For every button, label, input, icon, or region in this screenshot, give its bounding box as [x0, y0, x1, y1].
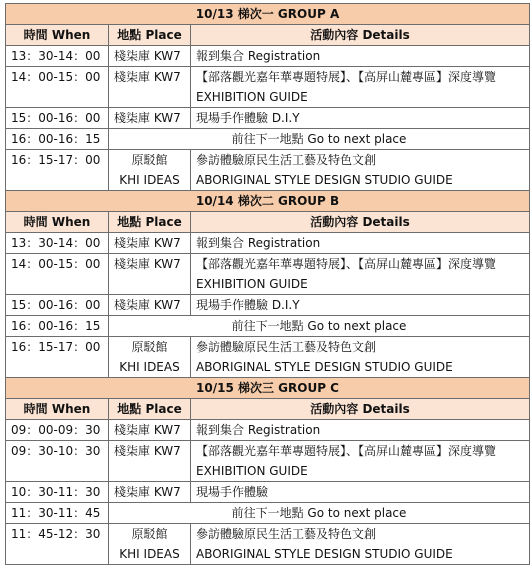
details-cell: [191, 441, 530, 482]
details-text: 參訪體驗原民生活工藝及特色文創: [196, 527, 377, 541]
column-header-details: 活動內容 Details: [191, 25, 530, 46]
details-text: 參訪體驗原民生活工藝及特色文創: [196, 153, 377, 167]
group-header-row: [6, 4, 530, 25]
time-cell: 11：45-12：30: [6, 524, 109, 565]
place-text: 原駁館: [131, 153, 168, 167]
details-cell: [191, 150, 530, 191]
schedule: [5, 3, 529, 565]
column-header-place: 地點 Place: [109, 399, 191, 420]
time-cell: 16：15-17：00: [6, 150, 109, 191]
time-cell: 16：00-16：15: [6, 129, 109, 150]
place-text: 原駁館: [131, 340, 168, 354]
schedule-body: [6, 4, 530, 565]
details-cell: [191, 233, 530, 254]
transit-cell: 前往下一地點 Go to next place: [109, 503, 530, 524]
group-title: 10/14 梯次二 GROUP B: [6, 191, 530, 212]
details-text: 報到集合 Registration: [196, 49, 321, 63]
place-text: 棧柒庫 KW7: [114, 298, 181, 312]
column-header-when: 時間 When: [6, 25, 109, 46]
time-cell: 14：00-15：00: [6, 254, 109, 295]
time-cell: 13：30-14：00: [6, 46, 109, 67]
column-header-when: 時間 When: [6, 212, 109, 233]
details-cell: [191, 108, 530, 129]
group-header-row: [6, 191, 530, 212]
time-cell: 16：15-17：00: [6, 337, 109, 378]
details-text: 報到集合 Registration: [196, 236, 321, 250]
details-text: EXHIBITION GUIDE: [196, 90, 308, 104]
column-header-row: [6, 212, 530, 233]
place-cell: [109, 482, 191, 503]
column-header-row: [6, 25, 530, 46]
time-cell: 09：30-10：30: [6, 441, 109, 482]
place-text: 原駁館: [131, 527, 168, 541]
transit-cell: 前往下一地點 Go to next place: [109, 129, 530, 150]
details-text: 現場手作體驗 D.I.Y: [196, 111, 300, 125]
schedule-row: [6, 295, 530, 316]
schedule-row: [6, 46, 530, 67]
place-cell: [109, 67, 191, 108]
details-text: 報到集合 Registration: [196, 423, 321, 437]
column-header-when: 時間 When: [6, 399, 109, 420]
place-text: 棧柒庫 KW7: [114, 111, 181, 125]
place-cell: [109, 46, 191, 67]
time-cell: 10：30-11：30: [6, 482, 109, 503]
column-header-place: 地點 Place: [109, 25, 191, 46]
place-text: KHI IDEAS: [119, 547, 180, 561]
place-cell: [109, 524, 191, 565]
time-cell: 09：00-09：30: [6, 420, 109, 441]
column-header-row: [6, 399, 530, 420]
column-header-details: 活動內容 Details: [191, 399, 530, 420]
time-cell: 14：00-15：00: [6, 67, 109, 108]
details-text: 【部落觀光嘉年華專題特展】、【高屏山麓專區】深度導覽: [196, 70, 497, 84]
place-text: 棧柒庫 KW7: [114, 423, 181, 437]
schedule-row: [6, 420, 530, 441]
column-header-place: 地點 Place: [109, 212, 191, 233]
place-cell: [109, 233, 191, 254]
place-cell: [109, 108, 191, 129]
schedule-row: [6, 524, 530, 565]
column-header-details: 活動內容 Details: [191, 212, 530, 233]
place-text: 棧柒庫 KW7: [114, 257, 181, 271]
details-cell: [191, 420, 530, 441]
details-cell: [191, 337, 530, 378]
details-cell: [191, 46, 530, 67]
schedule-row: [6, 482, 530, 503]
details-text: EXHIBITION GUIDE: [196, 464, 308, 478]
place-cell: [109, 150, 191, 191]
details-text: 現場手作體驗: [196, 485, 269, 499]
place-text: 棧柒庫 KW7: [114, 444, 181, 458]
place-cell: [109, 254, 191, 295]
transit-cell: 前往下一地點 Go to next place: [109, 316, 530, 337]
place-text: KHI IDEAS: [119, 360, 180, 374]
group-title: 10/13 梯次一 GROUP A: [6, 4, 530, 25]
schedule-row: [6, 441, 530, 482]
place-text: 棧柒庫 KW7: [114, 70, 181, 84]
details-cell: [191, 254, 530, 295]
schedule-row: [6, 129, 530, 150]
place-cell: [109, 337, 191, 378]
details-cell: [191, 524, 530, 565]
place-text: KHI IDEAS: [119, 173, 180, 187]
schedule-row: [6, 254, 530, 295]
place-cell: [109, 420, 191, 441]
time-cell: 13：30-14：00: [6, 233, 109, 254]
time-cell: 15：00-16：00: [6, 108, 109, 129]
schedule-row: [6, 316, 530, 337]
place-cell: [109, 295, 191, 316]
place-cell: [109, 441, 191, 482]
details-text: EXHIBITION GUIDE: [196, 277, 308, 291]
schedule-row: [6, 150, 530, 191]
details-text: ABORIGINAL STYLE DESIGN STUDIO GUIDE: [196, 173, 453, 187]
place-text: 棧柒庫 KW7: [114, 485, 181, 499]
time-cell: 16：00-16：15: [6, 316, 109, 337]
details-cell: [191, 295, 530, 316]
group-title: 10/15 梯次三 GROUP C: [6, 378, 530, 399]
details-text: ABORIGINAL STYLE DESIGN STUDIO GUIDE: [196, 547, 453, 561]
time-cell: 15：00-16：00: [6, 295, 109, 316]
schedule-row: [6, 108, 530, 129]
details-cell: [191, 482, 530, 503]
schedule-row: [6, 503, 530, 524]
group-header-row: [6, 378, 530, 399]
details-cell: [191, 67, 530, 108]
schedule-row: [6, 67, 530, 108]
time-cell: 11：30-11：45: [6, 503, 109, 524]
schedule-table: [5, 3, 530, 565]
details-text: ABORIGINAL STYLE DESIGN STUDIO GUIDE: [196, 360, 453, 374]
details-text: 【部落觀光嘉年華專題特展】、【高屏山麓專區】深度導覽: [196, 444, 497, 458]
place-text: 棧柒庫 KW7: [114, 236, 181, 250]
schedule-row: [6, 233, 530, 254]
place-text: 棧柒庫 KW7: [114, 49, 181, 63]
details-text: 現場手作體驗 D.I.Y: [196, 298, 300, 312]
details-text: 【部落觀光嘉年華專題特展】、【高屏山麓專區】深度導覽: [196, 257, 497, 271]
details-text: 參訪體驗原民生活工藝及特色文創: [196, 340, 377, 354]
schedule-row: [6, 337, 530, 378]
